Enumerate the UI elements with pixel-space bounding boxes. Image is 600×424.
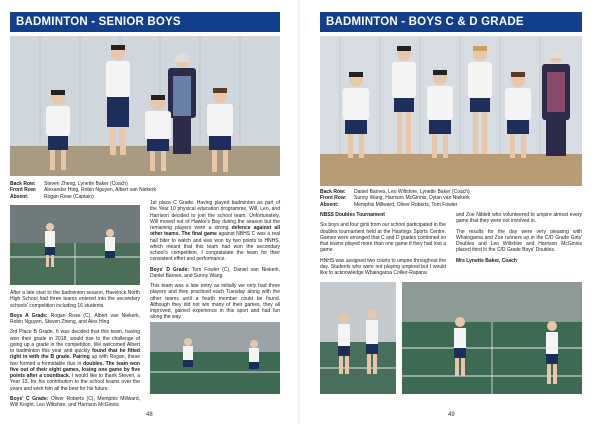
senior-boys-team-photo [10, 36, 280, 176]
left-page-number: 48 [146, 412, 153, 418]
tournament-paragraph: Six boys and four girls from our school participated in the doubles tournament held at the Hastings Sports Centre. Games were arranged that C and D grades combined so that teams played more than one game if they had lost a game. [320, 222, 446, 254]
right-photo-caption: Back Row: Daniel Barnes, Leo Wiltshire, Lynette Baker (Coach) Front Row: Sunny Wang, Harrison McGinnis, Dylan van Niekerk Absent: Memphis Millward, Oliver Roberts, Tom Fowler [320, 189, 470, 208]
b-grade-report-paragraph: 3rd Place B Grade. It was decided that this team, having won their grade in 2018, would rise to the challenge of going up a grade in the competition. We welcomed Albert to badminton this year and quickly found that he fitted right in with the B grade. Pairing up with Rogan, these two formed a formidable duo in doubles. The team won five out of their eight games, losing one game by five points after a countback. I would like to thank Steven, a Year 13, for his contribution to the school teams over the years and wish him all the best for his future. [10, 329, 140, 392]
results-paragraph: The results for the day were very pleasing with Whaingaroa and Zoe runners up in the C/D Grade Girls' Doubles and Leo Wiltshire and Harrison McGinnis placed third in the C/D Grade Boys' Doubles. [456, 228, 582, 254]
coach-signoff: Mrs Lynette Baker, Coach [456, 257, 517, 264]
right-boys-photo [402, 282, 582, 394]
right-page [300, 0, 600, 424]
d-grade-report-paragraph: This team was a late entry as initially we only had three players and they practiced each Tuesday along with the other teams until a fourth member could be found. Although they did not win many of their games, they all improved, gained experience in this sport and had fun along the way. [150, 283, 280, 321]
boys-c-grade-paragraph: Boys' C Grade: Oliver Roberts (C), Memphis Millward, Will Knight, Leo Wiltshire, and Harrison McGinnis [10, 395, 140, 408]
right-page-title: BADMINTON - BOYS C & D GRADE [320, 12, 582, 32]
right-column-2 [456, 212, 582, 268]
boys-a-grade-paragraph: Boys A Grade: Rogan Rose (C), Albert van Niekerk, Robin Nguyen, Steven Zheng, and Alex Hing [10, 312, 140, 325]
left-action-photo [10, 205, 140, 285]
boys-d-grade-paragraph: Boys' D Grade: Tom Fowler (C), Daniel van Niekerk, Daniel Barnes, and Sunny Wang [150, 266, 280, 279]
left-column-2 [150, 200, 280, 325]
tournament-heading: NBSS Doubles Tournament [320, 212, 385, 218]
intro-paragraph: After a late start to the badminton season, Havelock North High School had three teams entered into the secondary schools' competition including 16 students. [10, 290, 140, 309]
c-d-grade-team-photo [320, 36, 582, 186]
right-girls-photo [320, 282, 396, 394]
left-column-1 [10, 290, 140, 412]
left-page-title: BADMINTON - SENIOR BOYS [10, 12, 280, 32]
volunteer-paragraph: and Zoe Niblett who volunteered to umpire almost every game that they were not involved in. [456, 212, 582, 225]
left-photo-caption: Back Row: Steven Zheng, Lynette Baker (Coach) Front Row: Alexander Hing, Robin Nguyen, Albert van Niekerk Absent: Rogan Rose (Captain) [10, 181, 157, 200]
right-page-number: 49 [448, 412, 455, 418]
c-grade-report-paragraph: 1st place C Grade. Having played badminton as part of the Year 10 physical education programme, Will, Leo, and Harrison decided to join the school team. Unfortunately, Will moved out of Hawke's Bay during the season but the remaining players were a strong defence against all other teams. The final game against NBHS C was a real nail biter to watch and was won by two points to HNHS, which meant that this team had won the secondary school's competition. I congratulate the team for their consistent effort and performance. [150, 200, 280, 263]
umpire-paragraph: HNHS was assigned two courts to umpire throughout the day. Students who were not playing umpired but I would like to acknowledge Whaingaroa Collier-Rapana [320, 257, 446, 276]
left-bottom-action-photo [150, 322, 280, 394]
right-column-1 [320, 212, 446, 280]
